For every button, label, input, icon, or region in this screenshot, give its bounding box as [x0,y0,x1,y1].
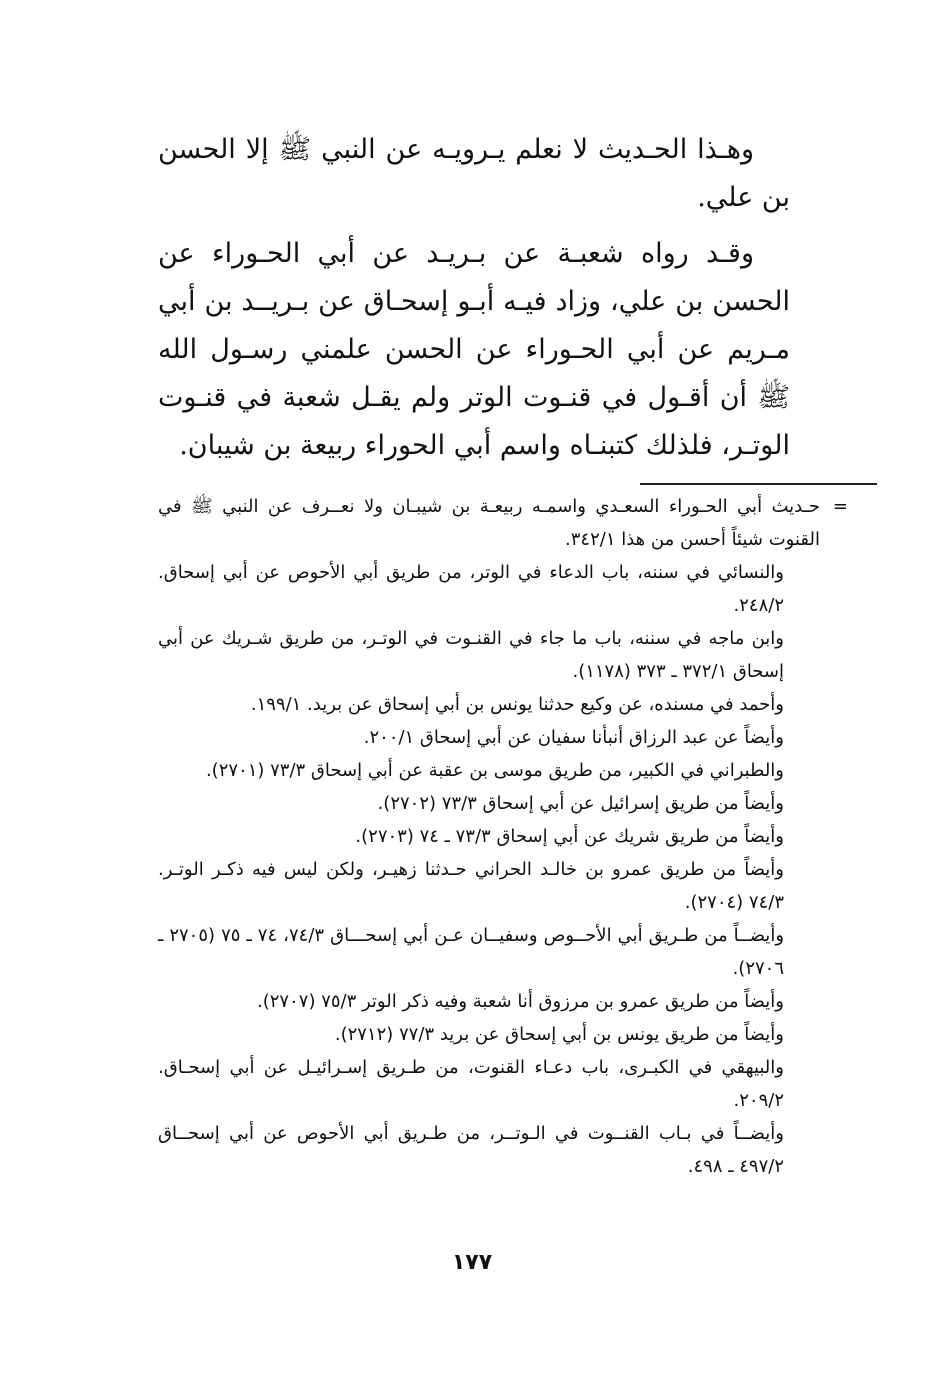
footnote-line: وأيضــاً من طـريق أبي الأحــوص وسفيــان عـن أبي إسحـــاق ٧٤/٣، ٧٤ ـ ٧٥ (٢٧٠٥ ـ ٢٧٠٦). [158,925,785,979]
footnote-line: وأحمد في مسنده، عن وكيع حدثنا يونس بن أبي إسحاق عن بريد. ١٩٩/١. [250,694,784,715]
footnote-line: وأيضاً من طريق إسرائيل عن أبي إسحاق ٧٣/٣ (٢٧٠٢). [377,793,784,814]
footnote-line: والنسائي في سننه، باب الدعاء في الوتر، من طريق أبي الأحوص عن أبي إسحاق. ٢٤٨/٢. [158,562,784,616]
footnote-line: وأيضاً من طريق شريك عن أبي إسحاق ٧٣/٣ ـ ٧٤ (٢٧٠٣). [355,826,784,847]
footnote-line: والطبراني في الكبير، من طريق موسى بن عقبة عن أبي إسحاق ٧٣/٣ (٢٧٠١). [205,760,784,781]
footnote-line: وأيضاً من طريق عمرو بن مرزوق أنا شعبة وفيه ذكر الوتر ٧٥/٣ (٢٧٠٧). [257,991,784,1012]
footnote-line: وأيضاً من طريق عمرو بن خالـد الحراني حـدثنا زهيـر، ولكن ليس فيه ذكـر الوتـر. ٧٤/٣ (٢٧٠٤). [158,859,784,913]
footnote-line: وابن ماجه في سننه، باب ما جاء في القنـوت في الوتـر، من طريق شـريك عن أبي إسحاق ٣٧٢/١ ـ ٣٧٣ (١١٧٨). [158,628,784,682]
main-paragraph-1: وهـذا الحـديث لا نعلم يـرويـه عن النبي ﷺ إلا الحسن بن علي. [158,134,790,213]
main-paragraph-2: وقـد رواه شعبـة عن بـريـد عن أبي الحـوراء عن الحسن بن علي، وزاد فيـه أبـو إسحـاق عن بـريــد بن أبي مـريم عن أبي الحـوراء عن الحسن علمني رسـول الله ﷺ أن أقـول في قنـوت الوتر ولم يقـل شعبة في قنـوت الوتـر، فلذلك كتبنـاه واسم أبي الحوراء ربيعة بن شيبان. [158,238,791,461]
footnote-line: وأيضاً من طريق يونس بن أبي إسحاق عن بريد ٧٧/٣ (٢٧١٢). [334,1024,784,1045]
footnote-separator [640,483,877,485]
continuation-mark: = [832,496,848,517]
footnote-text: حـديث أبي الحـوراء السعـدي واسمـه ربيعـة بن شيبـان ولا نعــرف عن النبي ﷺ في القنوت شيئاً أحسن من هذا ٣٤٢/١. [158,496,820,550]
footnote-line [158,490,848,556]
footnote-line: وأيضــاً في بـاب القنــوت في الـوتــر، من طـريق أبي الأحوص عن أبي إسحــاق ٤٩٧/٢ ـ ٤٩٨. [158,1123,784,1177]
footnotes [158,490,848,1183]
footnote-line: وأيضاً عن عبد الرزاق أنبأنا سفيان عن أبي إسحاق ٢٠٠/١. [363,727,784,748]
page-number: ١٧٧ [451,1250,493,1275]
footnote-line: والبيهقي في الكبـرى، باب دعـاء القنوت، من طـريق إسـرائيـل عن أبي إسحـاق. ٢٠٩/٢. [158,1057,784,1111]
main-text [158,126,790,470]
